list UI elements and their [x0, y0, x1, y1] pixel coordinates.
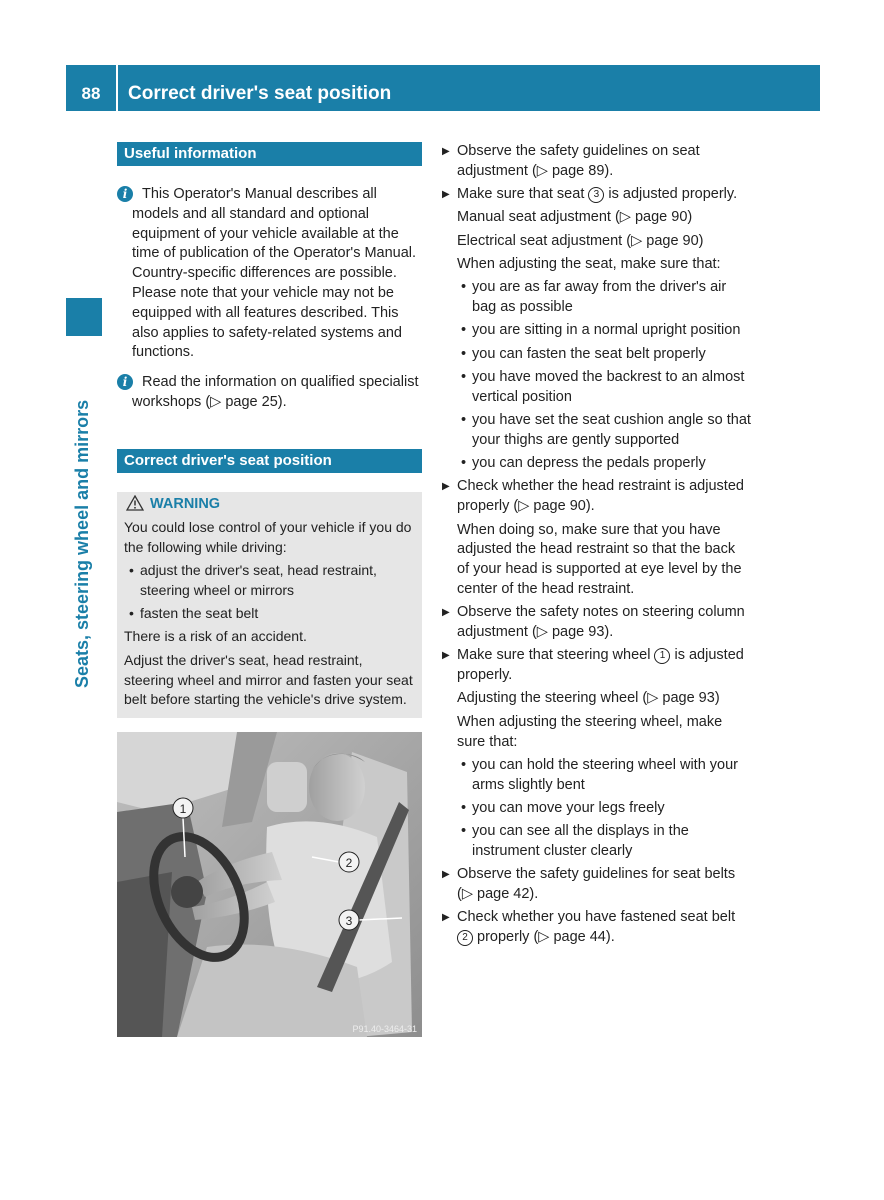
svg-text:2: 2: [345, 856, 353, 870]
header-divider: [116, 65, 118, 111]
warning-bullet: • fasten the seat belt: [124, 604, 416, 624]
instruction-step: ▶ Observe the safety guidelines on seat adjustment (▷ page 89).: [441, 142, 751, 182]
instruction-step: ▶ Observe the safety notes on steering column adjustment (▷ page 93).: [441, 603, 751, 643]
list-item: • you can hold the steering wheel with your arms slightly bent: [441, 756, 751, 796]
seat-position-heading: Correct driver's seat position: [117, 449, 422, 473]
side-tab-marker: [66, 298, 102, 336]
list-item: • you have set the seat cushion angle so that your thighs are gently supported: [441, 411, 751, 451]
warning-title: WARNING: [150, 496, 221, 512]
instruction-step: ▶ Observe the safety guidelines for seat belts (▷ page 42).: [441, 865, 751, 905]
list-item: • you can move your legs freely: [441, 799, 751, 819]
info-note-manual: [117, 185, 423, 363]
list-item: • you can depress the pedals properly: [441, 454, 751, 474]
list-item: • you have moved the backrest to an almost vertical position: [441, 368, 751, 408]
warning-box: [117, 492, 422, 718]
cross-reference: Manual seat adjustment (▷ page 90): [457, 209, 693, 226]
callout-1-ref: 1: [654, 648, 670, 664]
page-number: 88: [81, 84, 101, 103]
warning-body: [124, 518, 416, 714]
warning-triangle-icon: [126, 495, 144, 511]
instruction-step: ▶ Check whether the head restraint is adjusted properly (▷ page 90).: [441, 477, 751, 517]
warning-bullet: • adjust the driver's seat, head restraint, steering wheel or mirrors: [124, 561, 416, 601]
instruction-step: ▶ Make sure that seat 3 is adjusted properly.: [441, 185, 751, 205]
step-note: When adjusting the seat, make sure that:: [457, 255, 721, 272]
warning-header: [126, 494, 220, 514]
info-note-text: Read the information on qualified specialist workshops (▷ page 25).: [132, 374, 419, 410]
callout-2-ref: 2: [457, 930, 473, 946]
list-item: • you can see all the displays in the instrument cluster clearly: [441, 822, 751, 862]
list-item: • you can fasten the seat belt properly: [441, 345, 751, 365]
driver-seat-illustration: [117, 732, 422, 1037]
step-note: When doing so, make sure that you have adjusted the head restraint so that the back of your head is supported at eye level by the center of the head restraint.: [457, 521, 742, 597]
page-title: Correct driver's seat position: [128, 83, 392, 104]
list-item: • you are sitting in a normal upright position: [441, 321, 751, 341]
driver-seat-photo: [117, 732, 422, 1037]
step-note: When adjusting the steering wheel, make sure that:: [457, 713, 723, 750]
side-tab-label: Seats, steering wheel and mirrors: [72, 399, 92, 688]
warning-risk: There is a risk of an accident.: [124, 628, 307, 645]
svg-text:1: 1: [179, 802, 187, 816]
svg-text:3: 3: [345, 914, 353, 928]
page-header: [66, 65, 820, 111]
info-note-text: This Operator's Manual describes all models and all standard and optional equipment of your vehicle available at the time of publication of the Operator's Manual. Country-specific differences are possible. Please note that your vehicle may not be equipped with all features described. This also applies to safety-related systems and functions.: [132, 186, 417, 361]
photo-code: P91.40-3464-31: [352, 1024, 417, 1034]
instructions-column: [441, 142, 751, 951]
cross-reference: Electrical seat adjustment (▷ page 90): [457, 232, 704, 249]
cross-reference: Adjusting the steering wheel (▷ page 93): [457, 690, 720, 707]
info-note-workshops: [117, 373, 423, 413]
callout-3-ref: 3: [588, 187, 604, 203]
info-icon: i: [117, 186, 133, 202]
warning-instruction: Adjust the driver's seat, head restraint, steering wheel and mirror and fasten your seat belt before starting the vehicle's drive system.: [124, 651, 413, 708]
list-item: • you are as far away from the driver's air bag as possible: [441, 278, 751, 318]
useful-information-heading: Useful information: [117, 142, 422, 166]
instruction-step: ▶ Check whether you have fastened seat belt 2 properly (▷ page 44).: [441, 908, 751, 948]
instruction-step: ▶ Make sure that steering wheel 1 is adjusted properly.: [441, 646, 751, 686]
info-icon: i: [117, 374, 133, 390]
warning-intro: You could lose control of your vehicle if you do the following while driving:: [124, 519, 412, 555]
